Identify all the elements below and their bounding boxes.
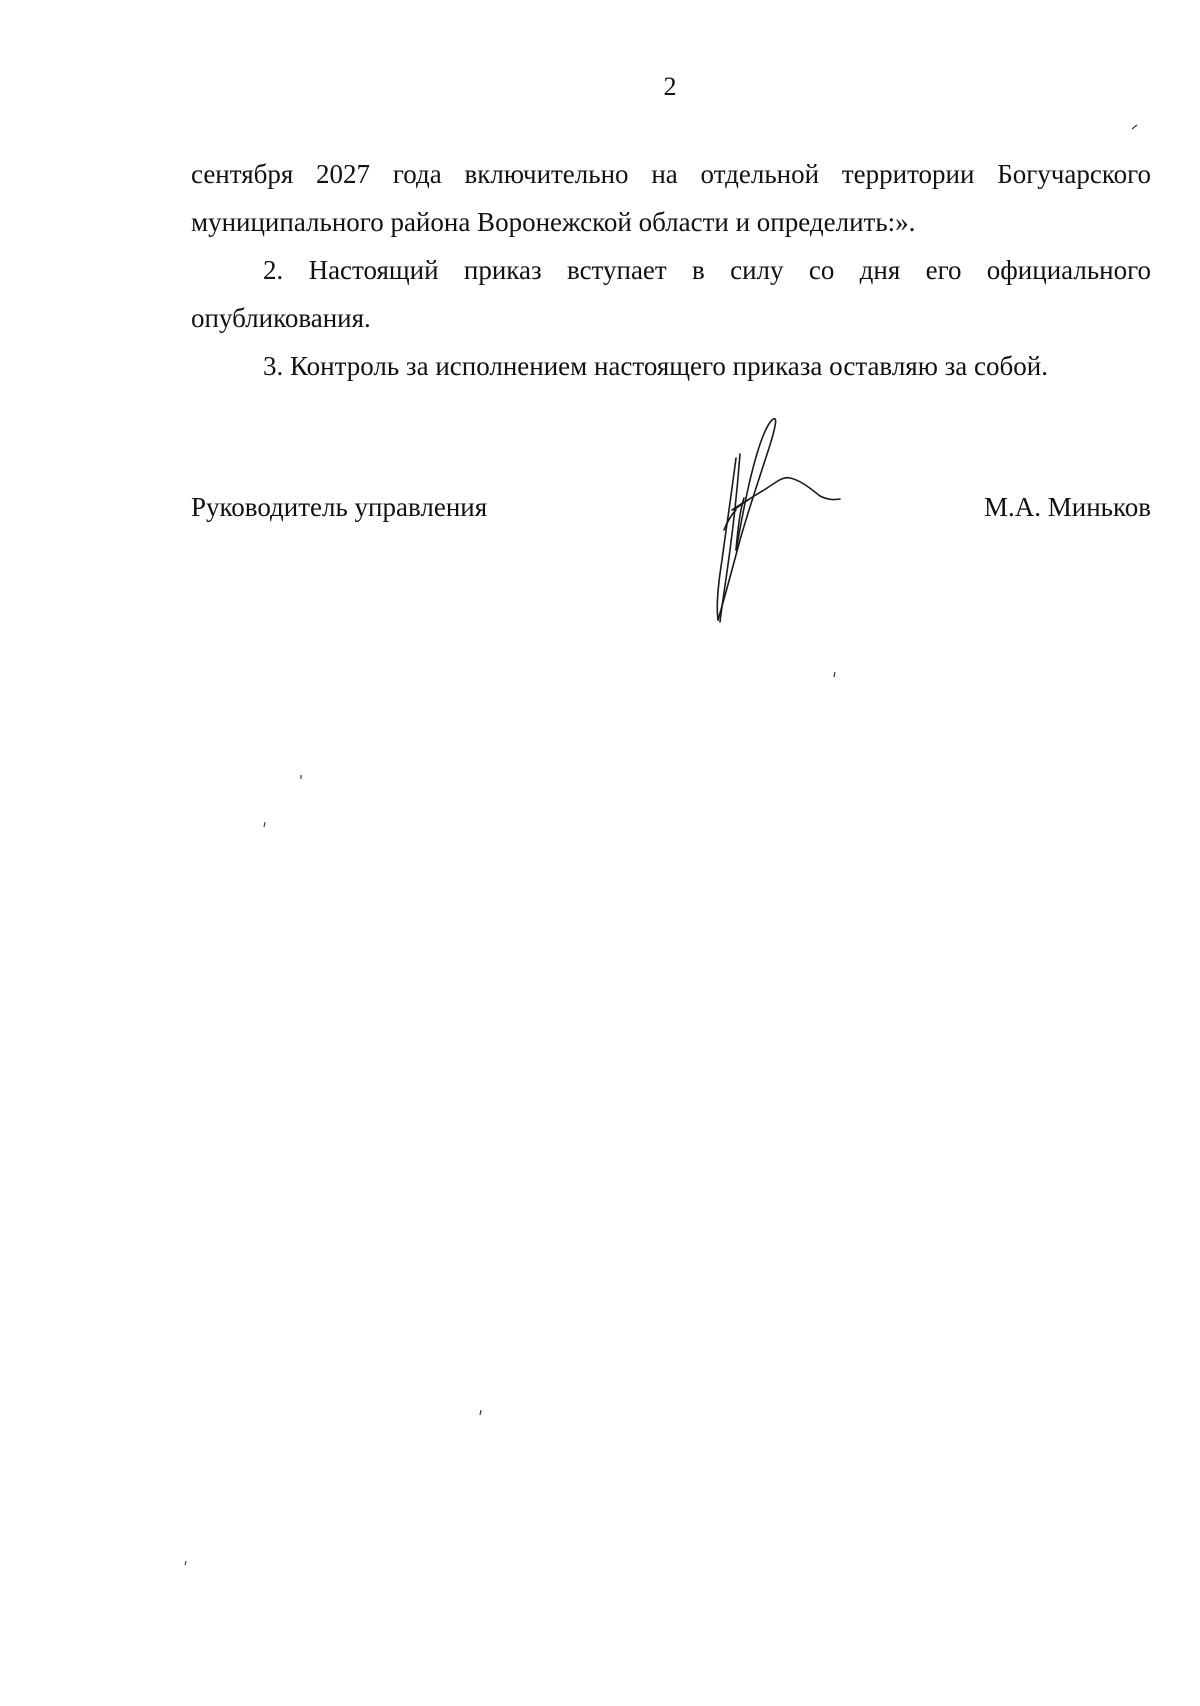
paragraph-continuation: сентября 2027 года включительно на отдельной территории Богучарского муниципального района Воронежской области и определить:». <box>191 159 1151 237</box>
scan-speck <box>478 1410 484 1416</box>
scan-speck <box>832 672 838 678</box>
scan-speck <box>298 775 304 781</box>
page-number: 2 <box>663 72 677 101</box>
handwritten-signature <box>710 410 850 630</box>
document-body <box>191 150 1151 390</box>
signatory-name: М.А. Миньков <box>984 492 1151 522</box>
scan-speck <box>1132 124 1138 130</box>
paragraph-item-2: 2. Настоящий приказ вступает в силу со дня его официального опубликования. <box>191 255 1151 333</box>
scan-speck <box>183 1560 189 1566</box>
scan-speck <box>262 822 268 828</box>
paragraph-item-3: 3. Контроль за исполнением настоящего приказа оставляю за собой. <box>263 351 1048 381</box>
signature-block <box>191 492 1151 532</box>
signatory-title: Руководитель управления <box>191 492 488 522</box>
